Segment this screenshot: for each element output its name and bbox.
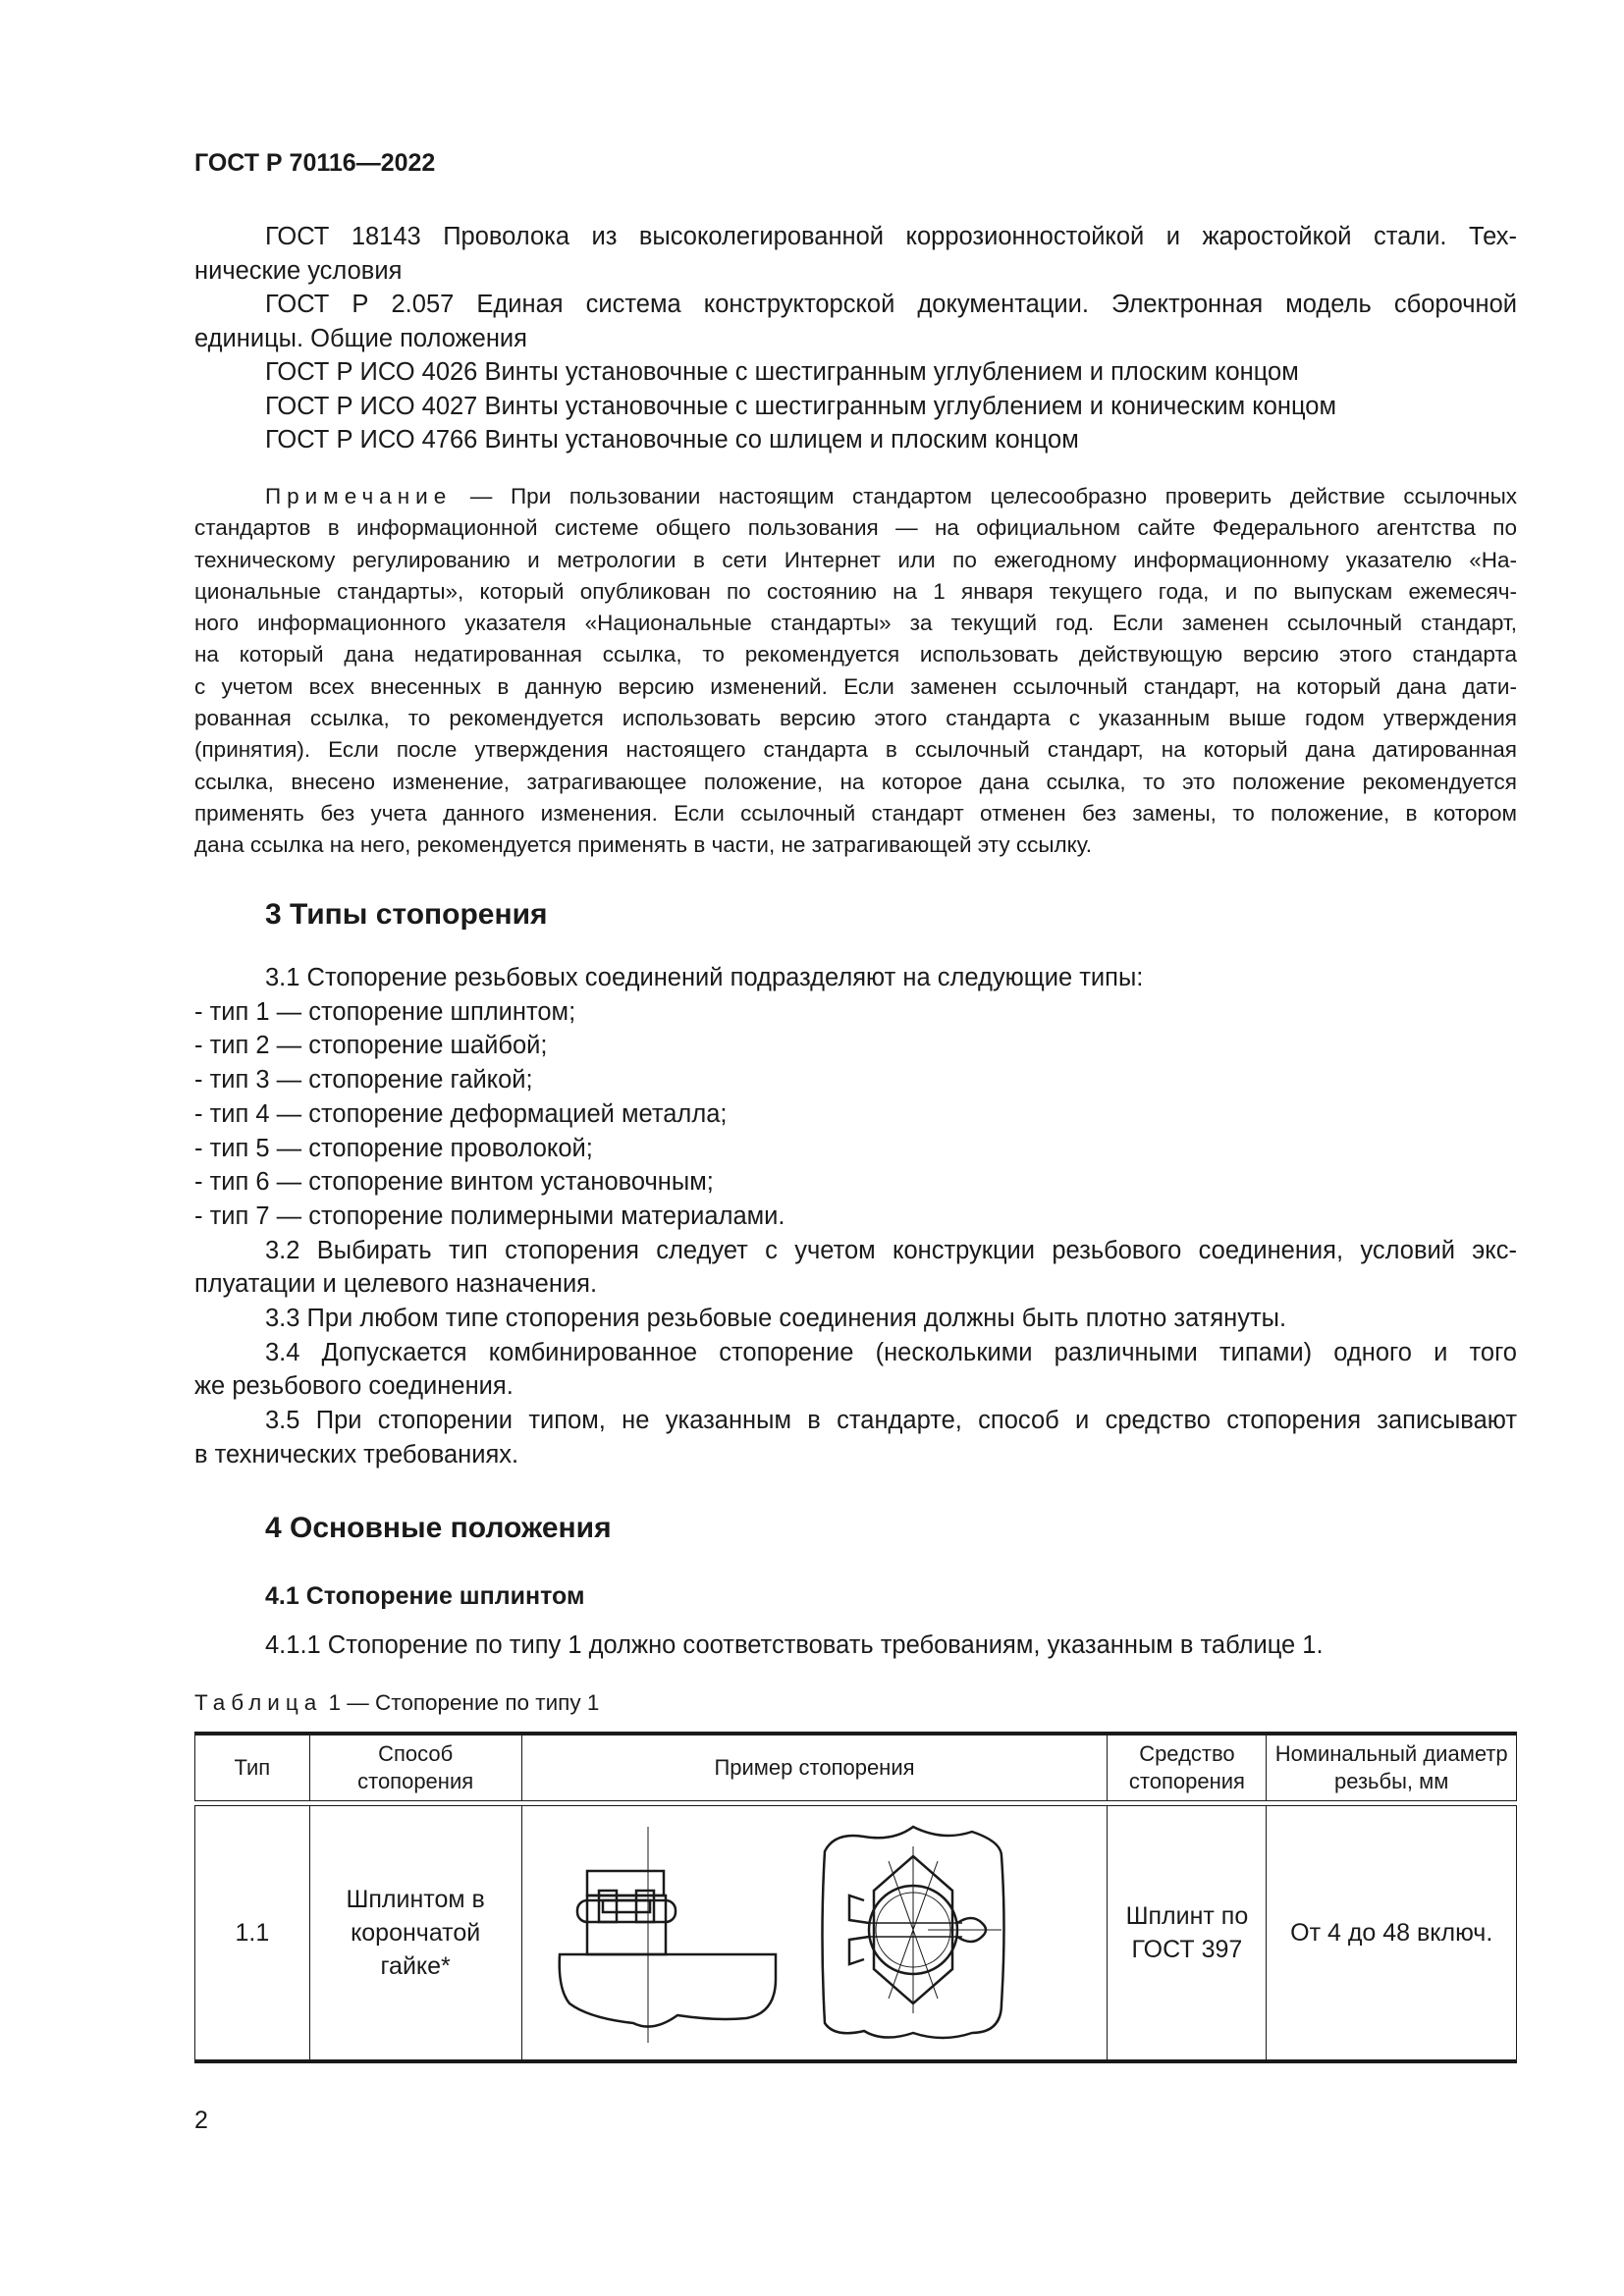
reference-item-line: ГОСТ Р ИСО 4026 Винты установочные с шестигранным углублением и плоским концом <box>265 358 1299 386</box>
cell-method: Шплинтом в корончатой гайке* <box>309 1806 521 2062</box>
cell-diameter: От 4 до 48 включ. <box>1267 1806 1517 2062</box>
header-diameter: Номинальный диаметр резьбы, мм <box>1267 1734 1517 1801</box>
section-3-line: плуатации и целевого назначения. <box>194 1270 598 1299</box>
table-caption: Таблица 1 — Стопорение по типу 1 <box>194 1690 600 1715</box>
subsection-4-1-heading: 4.1 Стопорение шплинтом <box>265 1582 585 1610</box>
note-line: рованная ссылка, то рекомендуется использовать версию этого стандарта с указанным выше годом утверждения <box>194 706 1517 731</box>
section-3-line: 3.1 Стопорение резьбовых соединений подразделяют на следующие типы: <box>265 964 1144 991</box>
note-line: (принятия). Если после утверждения настоящего стандарта в ссылочный стандарт, на который дана датированная <box>194 737 1517 763</box>
reference-item-line: единицы. Общие положения <box>194 324 527 352</box>
cell-means: Шплинт по ГОСТ 397 <box>1108 1806 1267 2062</box>
cell-example-drawing <box>521 1806 1108 2062</box>
section-3-line: - тип 5 — стопорение проволокой; <box>194 1134 593 1162</box>
table-1 <box>194 1732 1517 2063</box>
header-type: Тип <box>195 1734 310 1801</box>
note-line: с учетом всех внесенных в данную версию изменений. Если заменен ссылочный стандарт, на который дана дати- <box>194 673 1517 699</box>
page-number: 2 <box>194 2107 208 2134</box>
header-example: Пример стопорения <box>521 1734 1108 1801</box>
note-line: ного информационного указателя «Национальные стандарты» за текущий год. Если заменен ссылочный стандарт, <box>194 611 1517 636</box>
note-line: циональные стандарты», который опубликован по состоянию на 1 января текущего года, и по выпускам ежемесяч- <box>194 578 1517 604</box>
reference-item-line: ГОСТ Р ИСО 4027 Винты установочные с шестигранным углублением и коническим концом <box>265 392 1336 420</box>
section-3-heading: 3 Типы стопорения <box>265 898 548 931</box>
note-line: техническому регулированию и метрологии в сети Интернет или по ежегодному информационному указателю «На- <box>194 547 1517 572</box>
paragraph-4-1-1: 4.1.1 Стопорение по типу 1 должно соответствовать требованиям, указанным в таблице 1. <box>265 1631 1324 1659</box>
note-label: Примечание <box>265 484 453 508</box>
section-3-line: 3.3 При любом типе стопорения резьбовые соединения должны быть плотно затянуты. <box>265 1305 1287 1333</box>
note-line: на который дана недатированная ссылка, то рекомендуется использовать действующую версию этого стандарта <box>194 642 1517 667</box>
section-3-line: - тип 7 — стопорение полимерными материалами. <box>194 1201 785 1230</box>
reference-item-line: ГОСТ 18143 Проволока из высоколегированной коррозионностойкой и жаростойкой стали. Тех- <box>265 223 1517 250</box>
section-3-line: - тип 3 — стопорение гайкой; <box>194 1066 533 1095</box>
section-3-line: же резьбового соединения. <box>194 1372 514 1401</box>
note-line: стандартов в информационной системе общего пользования — на официальном сайте Федерального агентства по <box>194 515 1517 541</box>
section-3-line: - тип 1 — стопорение шплинтом; <box>194 997 576 1026</box>
reference-item-line: нические условия <box>194 256 403 285</box>
note-paragraph <box>194 481 1517 862</box>
section-3-line: 3.4 Допускается комбинированное стопорение (несколькими различными типами) одного и того <box>265 1338 1517 1366</box>
cell-type: 1.1 <box>195 1806 310 2062</box>
section-3-body <box>194 961 1517 1472</box>
note-line: дана ссылка на него, рекомендуется применять в части, не затрагивающей эту ссылку. <box>194 832 1092 858</box>
table-row <box>195 1806 1517 2062</box>
section-3-line: - тип 2 — стопорение шайбой; <box>194 1032 548 1060</box>
reference-item-line: ГОСТ Р ИСО 4766 Винты установочные со шлицем и плоским концом <box>265 426 1079 454</box>
header-method: Способ стопорения <box>309 1734 521 1801</box>
section-3-line: 3.2 Выбирать тип стопорения следует с учетом конструкции резьбового соединения, условий экс- <box>265 1236 1517 1264</box>
normative-references-list <box>194 220 1517 457</box>
section-3-line: 3.5 При стопорении типом, не указанным в стандарте, способ и средство стопорения записывают <box>265 1407 1517 1435</box>
section-3-line: - тип 6 — стопорение винтом установочным; <box>194 1168 714 1197</box>
section-3-line: - тип 4 — стопорение деформацией металла; <box>194 1099 728 1128</box>
section-3-line: в технических требованиях. <box>194 1440 519 1468</box>
castle-nut-cotter-pin-drawing <box>540 1807 1090 2053</box>
note-first-line: Примечание — При пользовании настоящим стандартом целесообразно проверить действие ссылочных <box>265 484 1517 508</box>
section-4-heading: 4 Основные положения <box>265 1512 612 1544</box>
document-code-header: ГОСТ Р 70116—2022 <box>194 149 436 177</box>
note-line: ссылка, внесено изменение, затрагивающее положение, на которое дана ссылка, то это положение рекомендуется <box>194 769 1517 794</box>
header-means: Средство стопорения <box>1108 1734 1267 1801</box>
reference-item-line: ГОСТ Р 2.057 Единая система конструкторской документации. Электронная модель сборочной <box>265 291 1517 318</box>
note-line: применять без учета данного изменения. Если ссылочный стандарт отменен без замены, то положение, в котором <box>194 800 1517 826</box>
